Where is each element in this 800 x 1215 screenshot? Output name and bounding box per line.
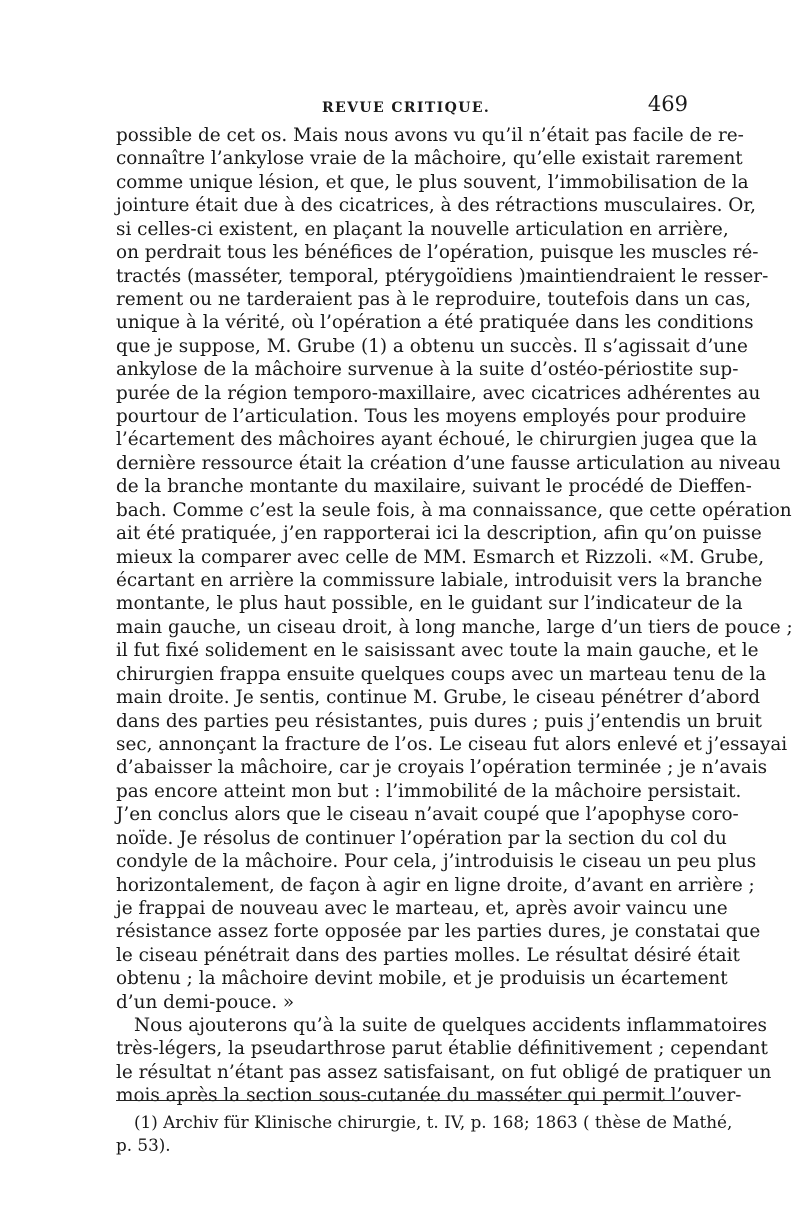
text-line: ait été pratiquée, j’en rapporterai ici la description, afin qu’on puisse (116, 523, 762, 545)
text-line: de la branche montante du maxilaire, suivant le procédé de Dieffen- (116, 476, 752, 498)
text-line: on perdrait tous les bénéfices de l’opération, puisque les muscles ré- (116, 242, 759, 264)
text-line: mois après la section sous-cutanée du masséter qui permit l’ouver- (116, 1085, 742, 1107)
text-line: il fut fixé solidement en le saisissant avec toute la main gauche, et le (116, 640, 759, 662)
text-line: possible de cet os. Mais nous avons vu qu’il n’était pas facile de re- (116, 125, 744, 146)
text-line: le ciseau pénétrait dans des parties molles. Le résultat désiré était (116, 944, 740, 966)
text-line: que je suppose, M. Grube (1) a obtenu un succès. Il s’agissait d’une (116, 335, 748, 357)
footnote-line: (1) Archiv für Klinische chirurgie, t. IV, p. 168; 1863 ( thèse de Mathé, (134, 1112, 733, 1132)
text-line: comme unique lésion, et que, le plus souvent, l’immobilisation de la (116, 171, 749, 193)
text-line: d’abaisser la mâchoire, car je croyais l’opération terminée ; je n’avais (116, 757, 768, 779)
text-line: l’écartement des mâchoires ayant échoué, le chirurgien jugea que la (116, 429, 758, 451)
running-title: REVUE CRITIQUE. (322, 100, 491, 116)
text-line: si celles-ci existent, en plaçant la nouvelle articulation en arrière, (116, 218, 729, 240)
text-line: J’en conclus alors que le ciseau n’avait coupé que l’apophyse coro- (116, 804, 739, 826)
text-line: condyle de la mâchoire. Pour cela, j’introduisis le ciseau un peu plus (116, 851, 757, 873)
text-line: purée de la région temporo-maxillaire, avec cicatrices adhérentes au (116, 382, 761, 404)
text-line: mieux la comparer avec celle de MM. Esmarch et Rizzoli. «M. Grube, (116, 546, 765, 568)
text-line: je frappai de nouveau avec le marteau, et, après avoir vaincu une (116, 897, 728, 919)
text-line: chirurgien frappa ensuite quelques coups avec un marteau tenu de la (116, 663, 767, 685)
text-line: écartant en arrière la commissure labiale, introduisit vers la branche (116, 570, 763, 592)
text-line: jointure était due à des cicatrices, à des rétractions musculaires. Or, (116, 195, 756, 217)
footnote-rule (116, 1100, 694, 1101)
text-line: le résultat n’étant pas assez satisfaisant, on fut obligé de pratiquer un (116, 1061, 772, 1083)
page-number: 469 (647, 92, 688, 116)
page-header (116, 90, 688, 124)
text-line: pourtour de l’articulation. Tous les moyens employés pour produire (116, 406, 747, 428)
text-line: connaître l’ankylose vraie de la mâchoire, qu’elle existait rarement (116, 148, 743, 170)
text-line: dernière ressource était la création d’une fausse articulation au niveau (116, 452, 781, 474)
text-line: rement ou ne tarderaient pas à le reproduire, toutefois dans un cas, (116, 288, 752, 310)
text-line: résistance assez forte opposée par les parties dures, je constatai que (116, 921, 761, 943)
text-line: d’un demi-pouce. » (116, 991, 295, 1013)
text-line: dans des parties peu résistantes, puis dures ; puis j’entendis un bruit (116, 710, 762, 732)
text-line: main droite. Je sentis, continue M. Grube, le ciseau pénétrer d’abord (116, 687, 761, 709)
text-line: main gauche, un ciseau droit, à long manche, large d’un tiers de pouce ; (116, 616, 793, 638)
text-line: noïde. Je résolus de continuer l’opération par la section du col du (116, 827, 727, 849)
footnote-line: p. 53). (116, 1135, 171, 1155)
text-line: pas encore atteint mon but : l’immobilité de la mâchoire persistait. (116, 780, 742, 802)
body-text (116, 124, 793, 1108)
text-line: bach. Comme c’est la seule fois, à ma connaissance, que cette opération (116, 499, 792, 521)
text-line: montante, le plus haut possible, en le guidant sur l’indicateur de la (116, 593, 743, 615)
text-line: unique à la vérité, où l’opération a été pratiquée dans les conditions (116, 312, 754, 334)
text-line: sec, annonçant la fracture de l’os. Le ciseau fut alors enlevé et j’essayai (116, 733, 788, 755)
text-line: très-légers, la pseudarthrose parut établie définitivement ; cependant (116, 1038, 768, 1060)
text-line: ankylose de la mâchoire survenue à la suite d’ostéo-périostite sup- (116, 359, 739, 381)
text-line: tractés (masséter, temporal, ptérygoïdiens )maintiendraient le resser- (116, 265, 769, 287)
text-line: Nous ajouterons qu’à la suite de quelques accidents inflammatoires (134, 1015, 767, 1037)
text-line: obtenu ; la mâchoire devint mobile, et je produisis un écartement (116, 968, 728, 990)
text-line: horizontalement, de façon à agir en ligne droite, d’avant en arrière ; (116, 874, 755, 896)
footnote (116, 1111, 733, 1157)
